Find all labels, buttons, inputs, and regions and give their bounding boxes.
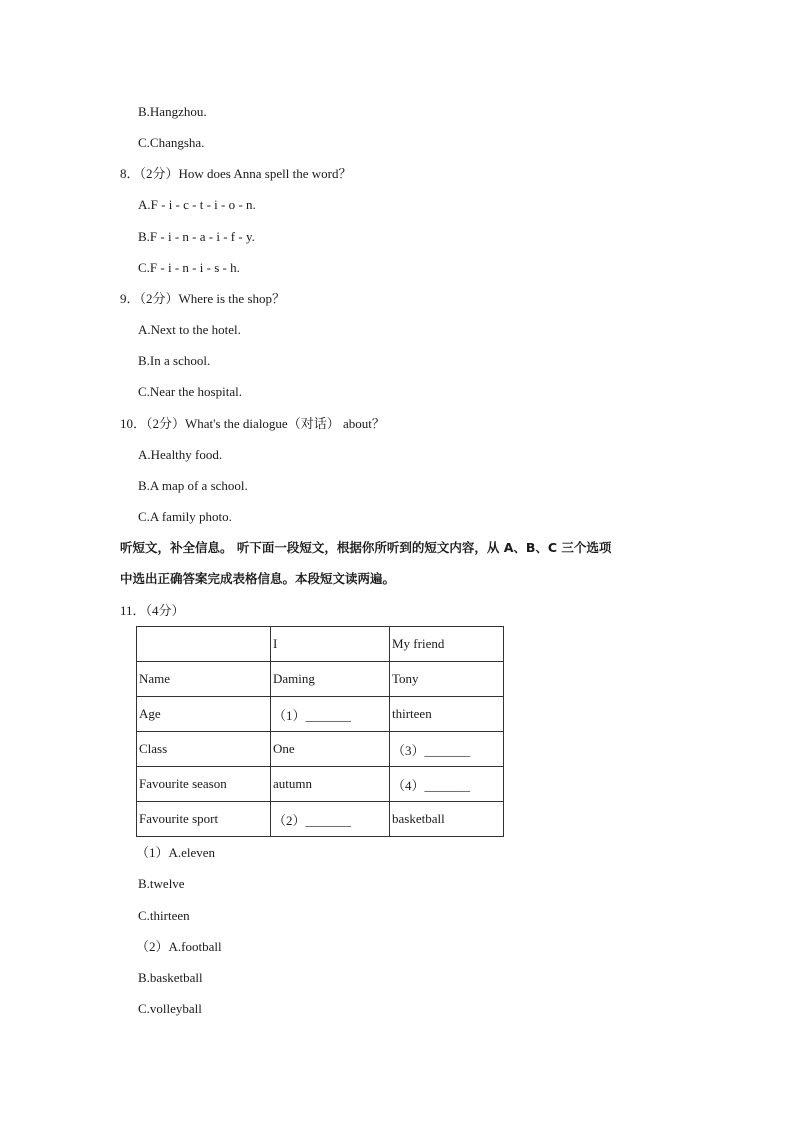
table-cell: autumn (271, 767, 390, 802)
q9-option-c: C.Near the hospital. (138, 384, 242, 399)
table-cell-blank-2: （2）_______ (271, 802, 390, 837)
table-cell: basketball (390, 802, 504, 837)
table-cell: Class (137, 732, 271, 767)
q8-stem: 8．（2分）How does Anna spell the word？ (120, 166, 352, 181)
table-cell: I (271, 627, 390, 662)
table-cell-blank-3: （3）_______ (390, 732, 504, 767)
table-cell: thirteen (390, 697, 504, 732)
q10-option-b: B.A map of a school. (138, 478, 248, 493)
q8-option-a: A.F - i - c - t - i - o - n. (138, 197, 256, 212)
q10-option-c: C.A family photo. (138, 509, 232, 524)
q10-option-a: A.Healthy food. (138, 447, 223, 462)
q11-sub2-option-b: B.basketball (138, 970, 203, 985)
table-row (137, 662, 504, 697)
q10-stem: 10．（2分）What's the dialogue（对话） about？ (120, 416, 385, 431)
q9-option-b: B.In a school. (138, 353, 211, 368)
q11-sub2-option-c: C.volleyball (138, 1001, 202, 1016)
table-cell: One (271, 732, 390, 767)
q9-option-a: A.Next to the hotel. (138, 322, 241, 337)
table-row (137, 802, 504, 837)
table-cell: Tony (390, 662, 504, 697)
section-instruction-line-2: 中选出正确答案完成表格信息。本段短文读两遍。 (120, 571, 396, 586)
table-header-row (137, 627, 504, 662)
table-row (137, 767, 504, 802)
q11-sub1-option-c: C.thirteen (138, 908, 190, 923)
table-cell-blank-1: （1）_______ (271, 697, 390, 732)
q11-sub1-option-b: B.twelve (138, 876, 185, 891)
table-cell: Daming (271, 662, 390, 697)
table-row (137, 732, 504, 767)
table-cell: Name (137, 662, 271, 697)
q9-stem: 9．（2分）Where is the shop？ (120, 291, 286, 306)
q7-option-b: B.Hangzhou. (138, 104, 207, 119)
q8-option-b: B.F - i - n - a - i - f - y. (138, 229, 255, 244)
q11-stem: 11．（4分） (120, 603, 185, 618)
table-cell: My friend (390, 627, 504, 662)
q11-sub1-option-a: （1）A.eleven (136, 845, 216, 860)
q7-option-c: C.Changsha. (138, 135, 205, 150)
table-cell (137, 627, 271, 662)
section-instruction-line-1: 听短文，补全信息。 听下面一段短文，根据你所听到的短文内容，从 A、B、C 三个选项 (120, 540, 612, 555)
table-cell: Favourite sport (137, 802, 271, 837)
table-cell: Favourite season (137, 767, 271, 802)
table-row (137, 697, 504, 732)
q11-sub2-option-a: （2）A.football (136, 939, 222, 954)
table-cell-blank-4: （4）_______ (390, 767, 504, 802)
q8-option-c: C.F - i - n - i - s - h. (138, 260, 240, 275)
table-cell: Age (137, 697, 271, 732)
info-table (136, 626, 504, 837)
